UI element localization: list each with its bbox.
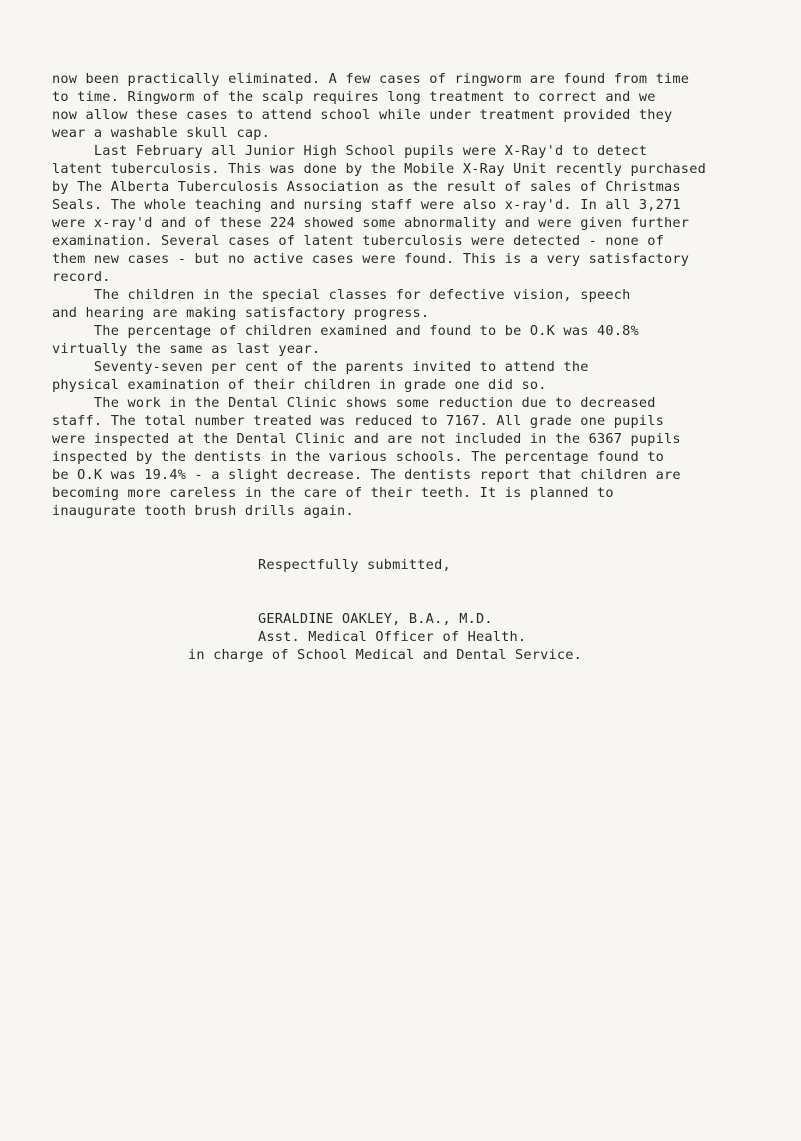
text-line: them new cases - but no active cases were found. This is a very satisfactory <box>52 251 690 267</box>
text-line: by The Alberta Tuberculosis Association as the result of sales of Christmas <box>52 179 681 195</box>
closing-line: Respectfully submitted, <box>258 557 451 573</box>
signature-role: in charge of School Medical and Dental Service. <box>188 647 583 663</box>
text-line: The work in the Dental Clinic shows some reduction due to decreased <box>52 395 656 411</box>
text-line: were x-ray'd and of these 224 showed some abnormality and were given further <box>52 215 690 231</box>
text-line: to time. Ringworm of the scalp requires long treatment to correct and we <box>52 89 656 105</box>
text-line: examination. Several cases of latent tuberculosis were detected - none of <box>52 233 665 249</box>
text-line: latent tuberculosis. This was done by the Mobile X-Ray Unit recently purchased <box>52 161 706 177</box>
text-line: The children in the special classes for defective vision, speech <box>52 287 631 303</box>
text-line: becoming more careless in the care of their teeth. It is planned to <box>52 485 614 501</box>
text-line: be O.K was 19.4% - a slight decrease. The dentists report that children are <box>52 467 681 483</box>
text-line: inaugurate tooth brush drills again. <box>52 503 354 519</box>
text-line: were inspected at the Dental Clinic and are not included in the 6367 pupils <box>52 431 681 447</box>
text-line: now allow these cases to attend school while under treatment provided they <box>52 107 673 123</box>
text-line: The percentage of children examined and found to be O.K was 40.8% <box>52 323 639 339</box>
signature-title: Asst. Medical Officer of Health. <box>258 629 527 645</box>
signature-name: GERALDINE OAKLEY, B.A., M.D. <box>258 611 493 627</box>
text-line: inspected by the dentists in the various schools. The percentage found to <box>52 449 665 465</box>
text-line: Seals. The whole teaching and nursing staff were also x-ray'd. In all 3,271 <box>52 197 681 213</box>
text-line: and hearing are making satisfactory progress. <box>52 305 430 321</box>
text-line: virtually the same as last year. <box>52 341 321 357</box>
text-line: Seventy-seven per cent of the parents invited to attend the <box>52 359 589 375</box>
text-line: record. <box>52 269 111 285</box>
text-line: Last February all Junior High School pupils were X-Ray'd to detect <box>52 143 648 159</box>
text-line: wear a washable skull cap. <box>52 125 270 141</box>
text-line: now been practically eliminated. A few cases of ringworm are found from time <box>52 71 690 87</box>
text-line: physical examination of their children in grade one did so. <box>52 377 547 393</box>
text-line: staff. The total number treated was reduced to 7167. All grade one pupils <box>52 413 665 429</box>
